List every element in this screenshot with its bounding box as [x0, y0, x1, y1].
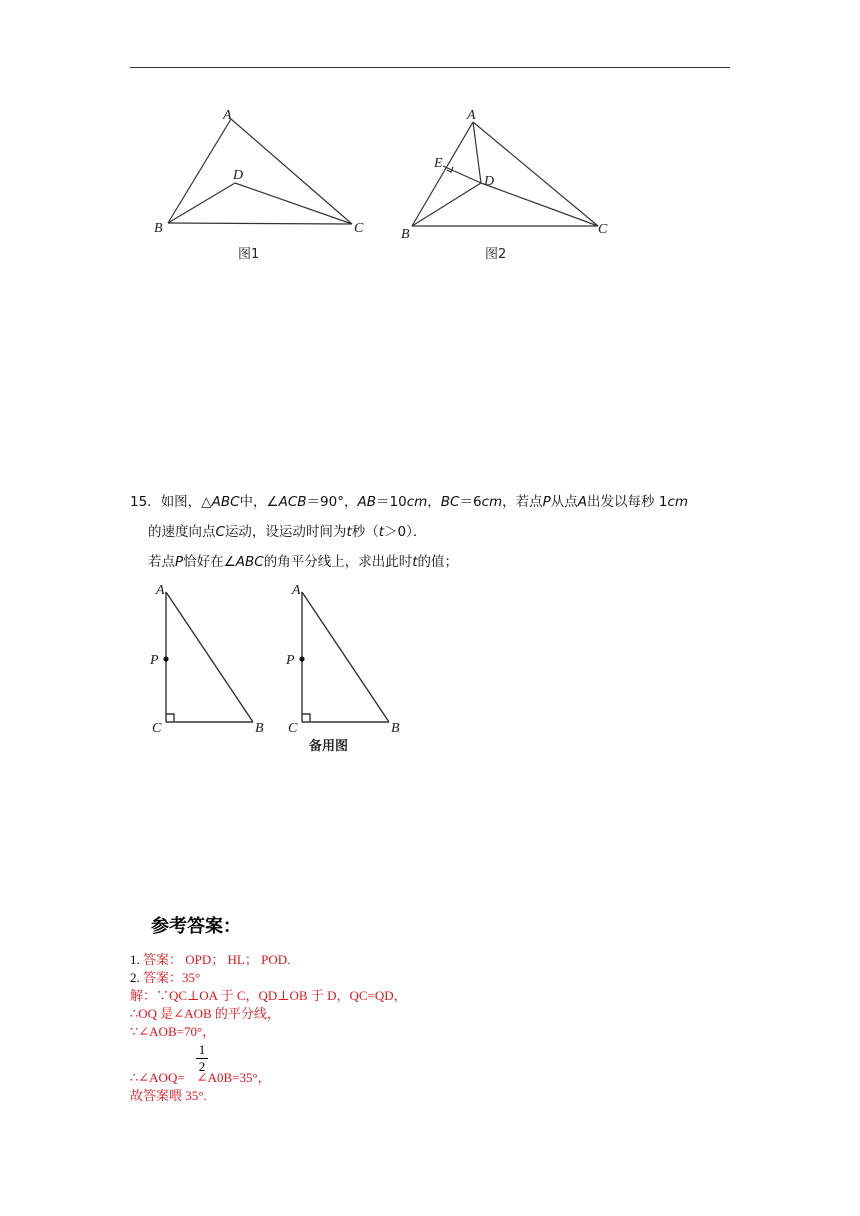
- segment-bc: [168, 223, 352, 224]
- question-15-line-2: 的速度向点C运动，设运动时间为t秒（t＞0）．: [148, 524, 427, 540]
- segment-bd: [168, 183, 235, 223]
- figure-4: [281, 578, 411, 738]
- label-c: C: [598, 222, 608, 237]
- figure-3: [145, 578, 275, 738]
- answer-2: 2. 答案：35°: [130, 970, 201, 985]
- segment-ad: [473, 122, 481, 183]
- label-p: P: [150, 653, 159, 668]
- header-rule: [130, 67, 730, 68]
- segment-ab: [166, 592, 253, 722]
- segment-ed: [443, 166, 481, 183]
- label-b: B: [391, 721, 400, 736]
- segment-bd: [412, 183, 481, 226]
- figure-2: [395, 100, 625, 245]
- label-d: D: [233, 168, 244, 183]
- question-15-line-1: 15．如图，△ABC中，∠ACB＝90°，AB＝10cm，BC＝6cm，若点P从点A出发以每秒 1cm: [130, 494, 689, 510]
- label-c: C: [354, 221, 364, 236]
- figure-1-caption: 图1: [238, 247, 260, 262]
- segment-ab: [168, 119, 231, 223]
- label-d: D: [484, 174, 495, 189]
- label-b: B: [154, 221, 163, 236]
- point-p: [163, 656, 168, 661]
- question-15-line-3: 若点P恰好在∠ABC的角平分线上，求出此时t的值；: [148, 554, 458, 570]
- right-angle-mark: [166, 714, 174, 722]
- label-a: A: [223, 108, 232, 123]
- right-angle-mark: [302, 714, 310, 722]
- segment-dc: [235, 183, 352, 224]
- label-a: A: [292, 583, 301, 598]
- figure-4-caption: 备用图: [309, 739, 349, 754]
- answer-2-solution-line-3: ∵∠AOB=70°，: [130, 1024, 216, 1039]
- label-c: C: [288, 721, 298, 736]
- answer-2-solution-line-1: 解：∵QC⊥OA 于 C，QD⊥OB 于 D，QC=QD，: [130, 988, 407, 1003]
- question-number: 15．: [130, 494, 161, 510]
- answer-1: 1. 答案： OPD； HL； POD.: [130, 952, 291, 967]
- label-a: A: [467, 108, 476, 123]
- label-e: E: [434, 156, 443, 171]
- segment-ac: [231, 119, 352, 224]
- label-c: C: [152, 721, 162, 736]
- label-a: A: [156, 583, 165, 598]
- point-p: [299, 656, 304, 661]
- label-b: B: [401, 227, 410, 242]
- segment-ab: [302, 592, 389, 722]
- segment-ab: [412, 122, 473, 226]
- fraction-one-half: 1 2: [196, 1043, 208, 1074]
- answer-2-solution-line-4: ∴∠AOQ= ∠A0B=35°，: [130, 1070, 271, 1085]
- answers-title: 参考答案：: [151, 916, 241, 937]
- figure-2-caption: 图2: [485, 247, 507, 262]
- label-p: P: [286, 653, 295, 668]
- segment-dc: [481, 183, 598, 226]
- figure-1: [145, 100, 375, 240]
- answer-2-solution-line-5: 故答案喂 35°.: [130, 1088, 207, 1103]
- label-b: B: [255, 721, 264, 736]
- answer-2-solution-line-2: ∴OQ 是∠AOB 的平分线，: [130, 1006, 280, 1021]
